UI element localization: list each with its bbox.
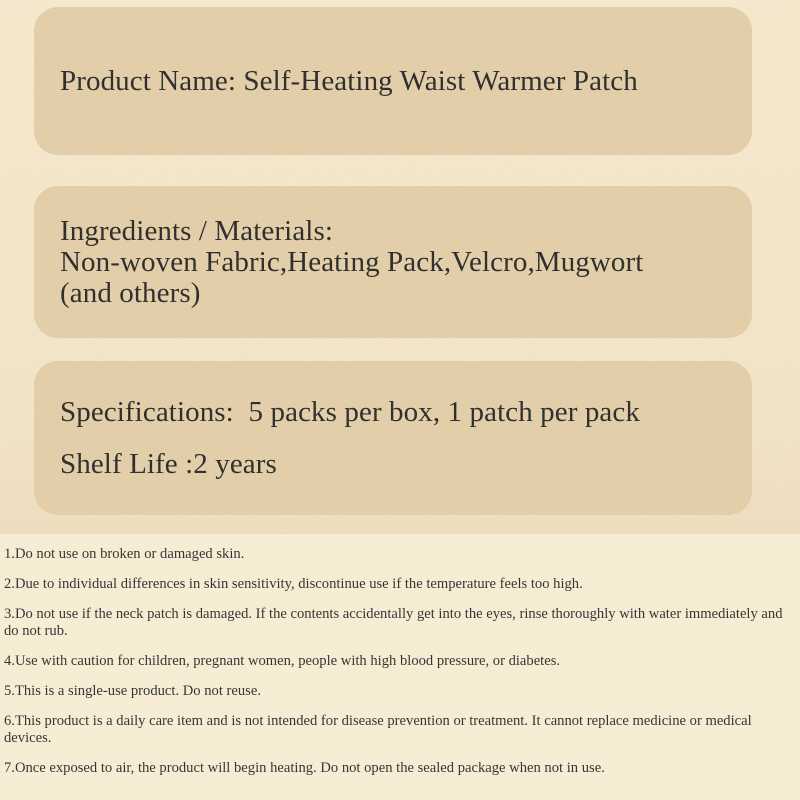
ingredients-card	[34, 186, 752, 338]
specifications-text: Specifications: 5 packs per box, 1 patch per pack	[60, 396, 640, 428]
warning-item-5: 5.This is a single-use product. Do not reuse.	[4, 683, 261, 699]
shelf-life-text: Shelf Life :2 years	[60, 448, 277, 480]
ingredients-list-text: Non-woven Fabric,Heating Pack,Velcro,Mugwort	[60, 245, 644, 278]
warning-item-3: 3.Do not use if the neck patch is damaged. If the contents accidentally get into the eyes, rinse thoroughly with water immediately and do not rub.	[4, 606, 783, 639]
warning-item-2: 2.Due to individual differences in skin sensitivity, discontinue use if the temperature feels too high.	[4, 576, 583, 592]
product-name-card	[34, 7, 752, 155]
warning-item-6: 6.This product is a daily care item and is not intended for disease prevention or treatment. It cannot replace medicine or medical devices.	[4, 713, 752, 746]
ingredients-heading: Ingredients / Materials:	[60, 214, 333, 247]
warnings-section	[0, 533, 800, 800]
warning-item-1: 1.Do not use on broken or damaged skin.	[4, 546, 245, 562]
warning-item-7: 7.Once exposed to air, the product will begin heating. Do not open the sealed package when not in use.	[4, 760, 605, 776]
warning-item-4: 4.Use with caution for children, pregnant women, people with high blood pressure, or diabetes.	[4, 653, 561, 669]
product-name-text: Product Name: Self-Heating Waist Warmer Patch	[60, 64, 638, 97]
specifications-card	[34, 361, 752, 515]
ingredients-others-text: (and others)	[60, 276, 201, 309]
